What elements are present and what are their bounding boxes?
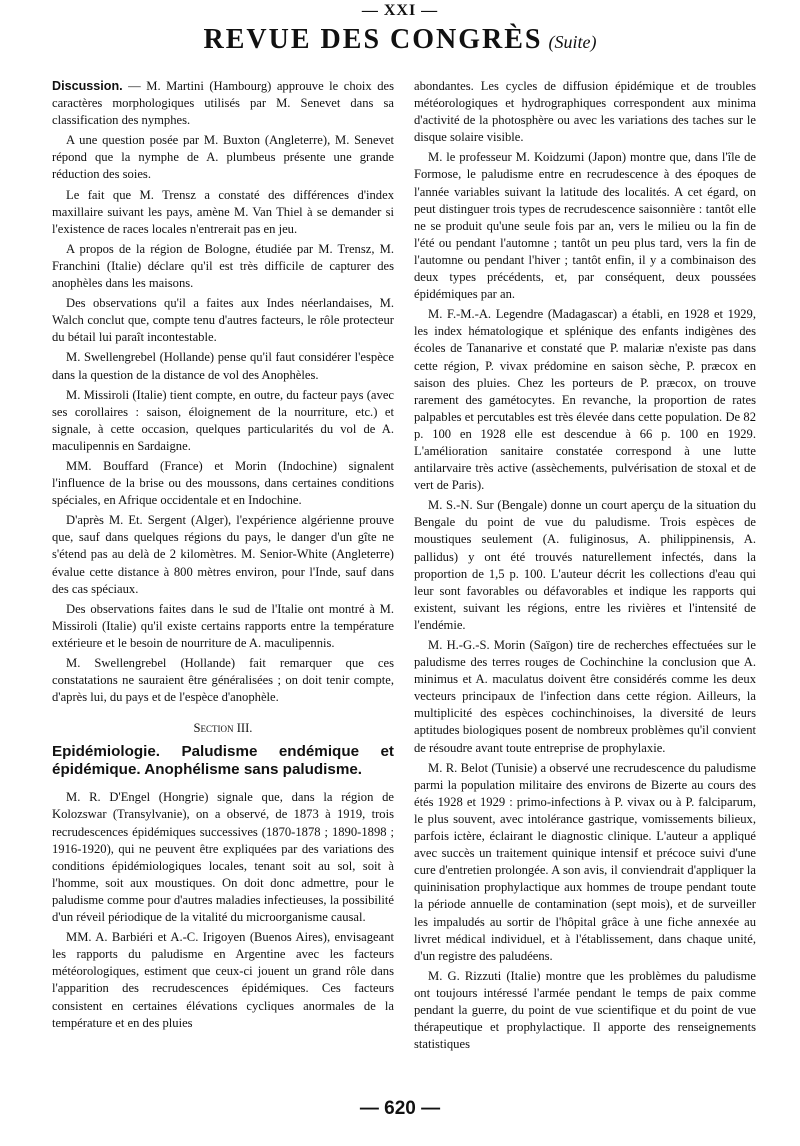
paragraph-missiroli-1: M. Missiroli (Italie) tient compte, en outre, du facteur pays (avec ses corollaires : saison, éloignement de la nourriture, etc.) et signale, à cette occasion, quelques particularités du vol de A. maculipennis en Sardaigne. bbox=[52, 387, 394, 453]
discussion-label: Discussion. bbox=[52, 79, 123, 93]
paragraph-koidzumi: M. le professeur M. Koidzumi (Japon) montre que, dans l'île de Formose, le paludisme entre en recrudescence à des époques de l'année variables suivant la latitude des localités. A cet égard, on peut distinguer trois types de recrudescence saisonnière : tantôt elle ne se produit qu'une seule fois par an, vers le milieu ou la fin de l'été ou pendant l'automne ; tantôt un peu plus tard, vers la fin de l'automne ou pendant l'hiver ; tantôt enfin, il y a combinaison des deux types précédents, et, par conséquent, deux poussées épidémiques par an. bbox=[414, 150, 756, 302]
paragraph-barbieri: MM. A. Barbiéri et A.-C. Irigoyen (Buenos Aires), envisageant les rapports du paludisme en Argentine avec les facteurs météorologiques, estiment que ceux-ci jouent un grand rôle dans l'apparition des recrudescences épidémiques. Ces facteurs consistent en certaines élévations cycliques anormales de la température et en des pluies bbox=[52, 930, 394, 1030]
discussion-paragraph bbox=[52, 78, 394, 129]
top-folio: — XXI — bbox=[361, 2, 439, 19]
section-title: Epidémiologie. Paludisme endémique et épidémique. Anophélisme sans paludisme. bbox=[52, 743, 394, 779]
paragraph-missiroli-2: Des observations faites dans le sud de l'Italie ont montré à M. Missiroli (Italie) qu'il existe certains rapports entre la température extérieure et le besoin de nourriture de A. maculipennis. bbox=[52, 601, 394, 650]
right-column bbox=[414, 78, 756, 1056]
paragraph-rizzuti: M. G. Rizzuti (Italie) montre que les problèmes du paludisme ont toujours intéressé l'armée pendant le temps de paix comme pendant la guerre, du point de vue scientifique et du point de vue thérapeutique et prophylactique. Il apporte des renseignements statistiques bbox=[414, 968, 756, 1052]
paragraph-legendre: M. F.-M.-A. Legendre (Madagascar) a établi, en 1928 et 1929, les index hématologique et splénique des enfants indigènes des écoles de Tananarive et constaté que P. malariæ n'existe pas dans cette région, P. vivax prédomine en saison sèche, P. præcox en saison des pluies. Chez les porteurs de P. præcox, on trouve rarement des gamétocytes. En revanche, la proportion de rates palpables et percutables est très élevée dans cette population. De 82 p. 100 en 1928 elle est descendue à 66 p. 100 en 1929. L'amélioration sanitaire constatée correspond à une lutte antilarvaire très active (assèchements, pulvérisation de stoxal et de vert de Paris). bbox=[414, 307, 756, 493]
paragraph-belot: M. R. Belot (Tunisie) a observé une recrudescence du paludisme parmi la population militaire des environs de Bizerte au cours des étés 1928 et 1929 : primo-infections à P. vivax ou à P. falciparum, le plus souvent, avec intolérance gastrique, vomissements bilieux, parfois ictère, éclairant le diagnostic clinique. L'auteur a appliqué avec succès un traitement quinique intensif et précoce suivi d'une cure d'entretien prolongée. A son avis, il conviendrait d'appliquer la quininisation prophylactique aux hommes de troupe pendant toute la période annuelle de contamination (sept mois), et de surveiller les impaludés au sortir de l'hôpital grâce à une fiche annexée au livret médical individuel, et à l'établissement, dans chaque unité, d'un registre des paludéens. bbox=[414, 760, 756, 963]
paragraph-dengel: M. R. D'Engel (Hongrie) signale que, dans la région de Kolozswar (Transylvanie), on a observé, de 1873 à 1919, trois recrudescences épidémiques successives (1870-1878 ; 1890-1898 ; 1916-1920), qui ne peuvent être expliquées par des variations des conditions épidémiologiques locales, tenant soit au sol, soit à l'homme, soit aux moustiques. On doit donc admettre, pour le paludisme comme pour d'autres maladies infectieuses, la possibilité d'un réveil périodique de la vitalité du microorganisme causal. bbox=[52, 790, 394, 925]
paragraph-continuation: abondantes. Les cycles de diffusion épidémique et de troubles météorologiques et hydrographiques correspondent aux minima d'activité de la photosphère ou avec les variations des taches sur le disque solaire visible. bbox=[414, 79, 756, 145]
paragraph-trensz: Le fait que M. Trensz a constaté des différences d'index maxillaire suivant les pays, amène M. Van Thiel à se demander si l'existence de races locales n'entrerait pas en jeu. bbox=[52, 187, 394, 236]
paragraph-bouffard-morin: MM. Bouffard (France) et Morin (Indochine) signalent l'influence de la brise ou des moussons, dans certaines conditions spéciales, en Afrique occidentale et en Indochine. bbox=[52, 458, 394, 508]
bottom-folio: — 620 — bbox=[359, 1098, 441, 1119]
paragraph-swellengrebel-1: M. Swellengrebel (Hollande) pense qu'il faut considérer l'espèce dans la question de la distance de vol des Anophèles. bbox=[52, 350, 394, 382]
paragraph-bologne: A propos de la région de Bologne, étudiée par M. Trensz, M. Franchini (Italie) déclare qu'il est très difficile de capturer des anophèles dans les maisons. bbox=[52, 241, 394, 291]
paragraph-sergent: D'après M. Et. Sergent (Alger), l'expérience algérienne prouve que, sauf dans quelques régions du pays, le danger d'un gîte ne s'étend pas au delà de 2 kilomètres. M. Senior-White (Angleterre) évalue cette distance à 800 mètres environ, pour l'Inde, sauf dans des cas spéciaux. bbox=[52, 513, 394, 596]
paragraph-morin: M. H.-G.-S. Morin (Saïgon) tire de recherches effectuées sur le paludisme des terres rouges de Cochinchine la conclusion que A. minimus et A. maculatus doivent être considérés comme les deux vecteurs principaux de l'infection dans cette région. Ailleurs, la multiplicité des espèces cochinchinoises, la diversité de leurs aptitudes biologiques posent de nombreux problèmes qu'il convient de résoudre avant toute entreprise de prophylaxie. bbox=[414, 638, 756, 755]
running-header bbox=[0, 24, 800, 56]
section-label: Section III. bbox=[193, 721, 253, 736]
left-column bbox=[52, 78, 394, 1035]
paragraph-sur: M. S.-N. Sur (Bengale) donne un court aperçu de la situation du Bengale du point de vue du paludisme. Trois espèces de moustiques seulement (A. fuliginosus, A. philippinensis, A. pallidus) y ont été trouvés naturellement infectés, dans la proportion de 1,5 p. 100. L'auteur décrit les collections d'eau qui leur sont favorables ou défavorables et indique les rapports qui existent, suivant les régions, entre les rivières et l'intensité de l'endémie. bbox=[414, 498, 756, 632]
header-title: REVUE DES CONGRÈS bbox=[203, 24, 543, 55]
discussion-text: — M. Martini (Hambourg) approuve le choix des caractères morphologiques utilisés par M. Senevet dans sa classification des nymphes. bbox=[52, 79, 394, 128]
paragraph-walch: Des observations qu'il a faites aux Indes néerlandaises, M. Walch conclut que, compte tenu d'autres facteurs, le rôle protecteur du bétail lui paraît incontestable. bbox=[52, 296, 394, 345]
header-suite: (Suite) bbox=[548, 32, 597, 52]
paragraph-buxton: A une question posée par M. Buxton (Angleterre), M. Senevet répond que la nymphe de A. plumbeus présente une grande réduction des soies. bbox=[52, 133, 394, 182]
paragraph-swellengrebel-2: M. Swellengrebel (Hollande) fait remarquer que ces constatations ne sauraient être généralisées ; on doit tenir compte, d'après lui, du pays et de l'espèce d'anophèle. bbox=[52, 656, 394, 705]
